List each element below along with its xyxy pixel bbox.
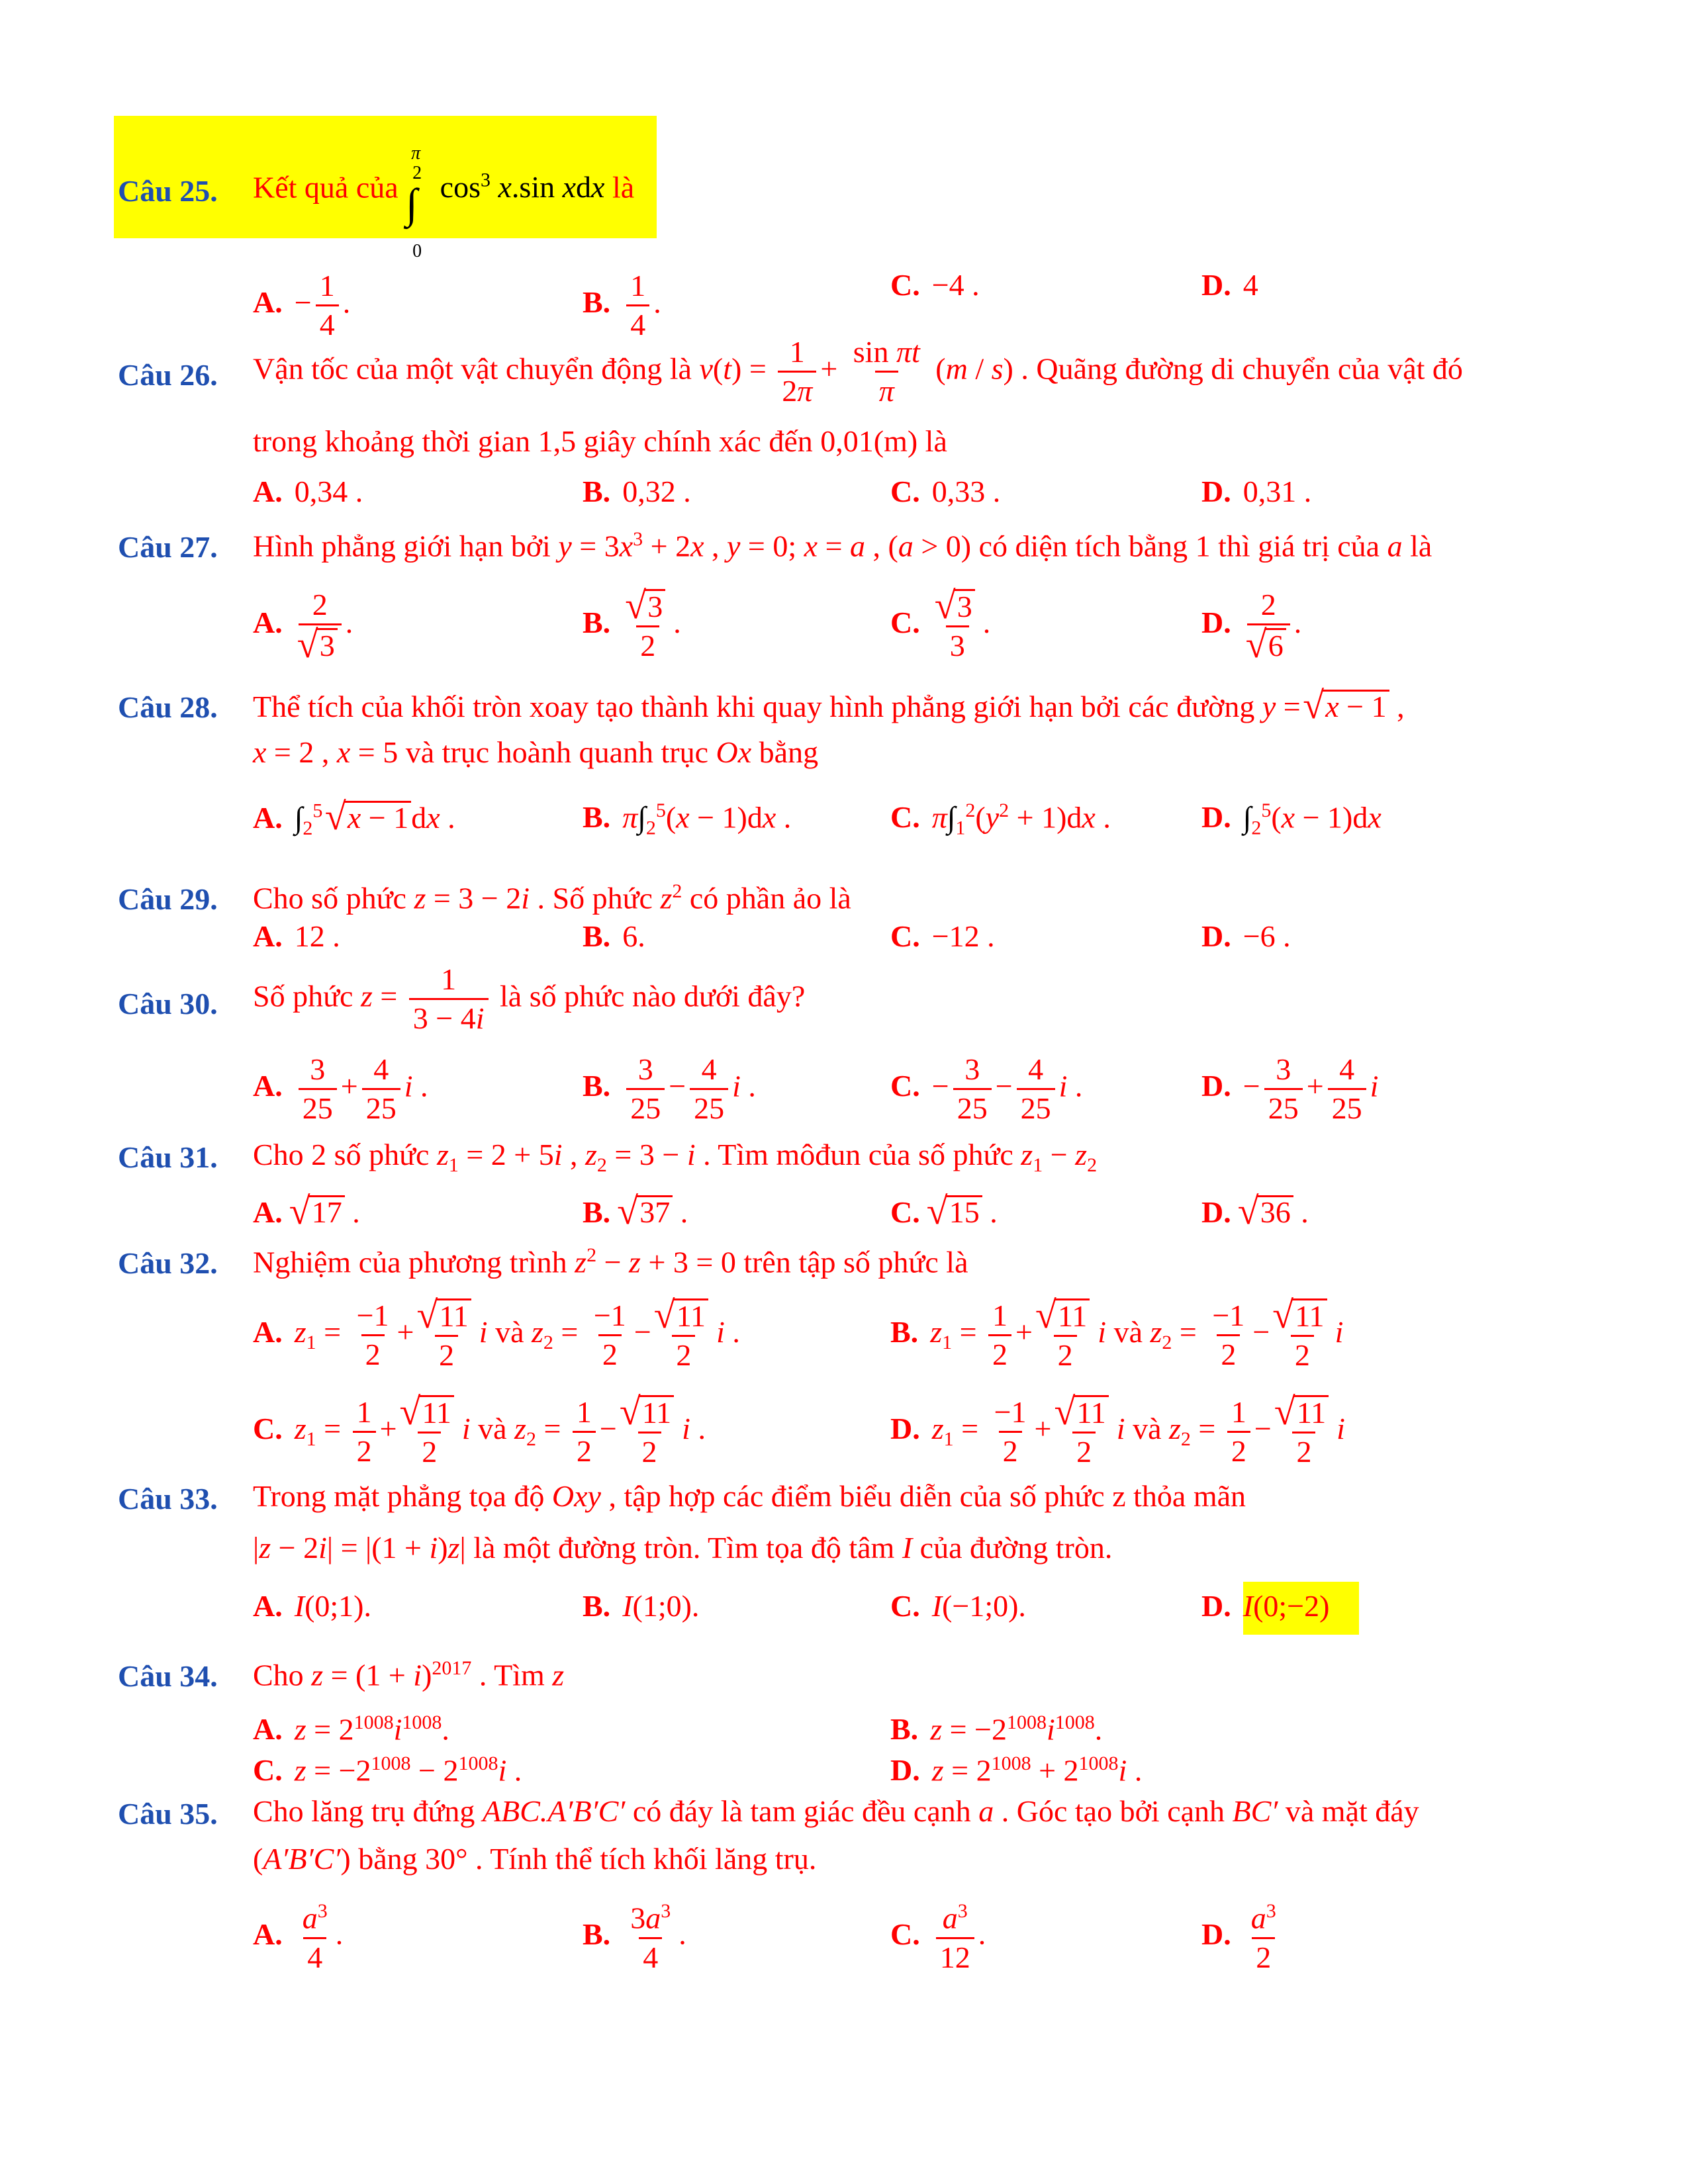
question-label: Câu 32. <box>118 1246 218 1280</box>
option-c[interactable]: C. $\pi\int_1^2(y^2 + 1)dx$ . <box>890 799 1111 839</box>
question-stem: Số phức z = $\frac{1}{3 - 4i}$ là số phức nào dưới đây? <box>253 962 806 1036</box>
option-c[interactable]: C. −4 . <box>890 268 980 302</box>
option-a[interactable]: A. − $\frac{1}{4}$ . <box>253 269 351 342</box>
question-stem-line2: x = 2 , x = 5 và trục hoành quanh trục Ox bằng <box>253 735 819 769</box>
option-b[interactable]: B. $z = -2^{1008}i^{1008}$. <box>890 1711 1103 1747</box>
option-c[interactable]: C. − $\frac{3}{25}$ − $\frac{4}{25}$ i . <box>890 1052 1083 1126</box>
option-b[interactable]: B. $\frac{3}{25}$ − $\frac{4}{25}$ i . <box>583 1052 756 1126</box>
option-d[interactable]: D. 2 √ 6 . <box>1201 589 1301 662</box>
option-d[interactable]: D.√ 36 . <box>1201 1195 1309 1228</box>
option-c[interactable]: C. I(−1;0). <box>890 1589 1026 1623</box>
option-a[interactable]: A. 12 . <box>253 919 340 953</box>
option-a[interactable]: A. I(0;1). <box>253 1589 371 1623</box>
option-d[interactable]: D. I(0;−2) <box>1201 1589 1330 1623</box>
option-a[interactable]: A. $z_1$ = $\frac{-1}{2}$ + √ $\frac{11}{2}$ i và $z_2$ = $\frac{-1}{2}$ − √ $\frac{11}{2}$ i . <box>253 1298 740 1372</box>
question-label: Câu 25. <box>118 174 218 208</box>
question-stem: Thể tích của khối tròn xoay tạo thành khi quay hình phẳng giới hạn bởi các đường y = √ x − 1 , <box>253 690 1405 722</box>
option-b[interactable]: B. 0,32 . <box>583 475 691 508</box>
option-d[interactable]: D. −6 . <box>1201 919 1291 953</box>
option-b[interactable]: B. √ $\frac{3}{2}$ . <box>583 589 681 662</box>
question-stem-line2: |z − 2i| = |(1 + i)z| là một đường tròn. Tìm tọa độ tâm I của đường tròn. <box>253 1531 1113 1565</box>
question-label: Câu 30. <box>118 987 218 1021</box>
option-c[interactable]: C. $z_1$ = $\frac{1}{2}$ + √ $\frac{11}{2}$ i và $z_2$ = $\frac{1}{2}$ − √ $\frac{11}{2}$ i . <box>253 1395 706 1469</box>
option-a[interactable]: A. $\frac{3}{25}$ + $\frac{4}{25}$ i . <box>253 1052 428 1126</box>
question-label: Câu 26. <box>118 358 218 392</box>
option-d[interactable]: D. $z = 2^{1008} + 2^{1008}i$ . <box>890 1752 1143 1788</box>
question-label: Câu 33. <box>118 1482 218 1516</box>
option-b[interactable]: B. $\frac{3a^3}{4}$ . <box>583 1900 686 1974</box>
option-c[interactable]: C. $\frac{a^3}{12}$ . <box>890 1900 986 1974</box>
question-stem: Cho 2 số phức $z_1 = 2 + 5i$ , $z_2 = 3 - i$ . Tìm môđun của số phức $z_1 - z_2$ <box>253 1138 1098 1177</box>
option-b[interactable]: B. $\pi\int_2^5(x - 1)dx$ . <box>583 799 792 839</box>
option-b[interactable]: B. 6. <box>583 919 645 953</box>
option-d[interactable]: D. 0,31 . <box>1201 475 1312 508</box>
question-label: Câu 27. <box>118 530 218 564</box>
question-stem: Hình phẳng giới hạn bởi $y = 3x^3 + 2x$ , y = 0; x = a , (a > 0) có diện tích bằng 1 thì giá trị của a là <box>253 528 1432 563</box>
option-d[interactable]: D. $z_1$ = $\frac{-1}{2}$ + √ $\frac{11}{2}$ i và $z_2$ = $\frac{1}{2}$ − √ $\frac{11}{2}$ i <box>890 1395 1345 1469</box>
option-d[interactable]: D. $\int_2^5(x - 1)dx$ <box>1201 799 1382 839</box>
option-a[interactable]: A.√ 17 . <box>253 1195 360 1228</box>
option-b[interactable]: B. $z_1$ = $\frac{1}{2}$ + √ $\frac{11}{2}$ i và $z_2$ = $\frac{-1}{2}$ − √ $\frac{11}{2}$ i <box>890 1298 1343 1372</box>
question-label: Câu 31. <box>118 1140 218 1174</box>
option-c[interactable]: C. 0,33 . <box>890 475 1001 508</box>
option-b[interactable]: B. $\frac{1}{4}$ . <box>583 269 661 342</box>
option-a[interactable]: A. 0,34 . <box>253 475 363 508</box>
option-d[interactable]: D. $\frac{a^3}{2}$ <box>1201 1900 1276 1974</box>
question-label: Câu 29. <box>118 882 218 916</box>
option-c[interactable]: C.√ 15 . <box>890 1195 998 1228</box>
question-stem: Trong mặt phẳng tọa độ Oxy , tập hợp các điểm biểu diễn của số phức z thỏa mãn <box>253 1479 1246 1513</box>
question-label: Câu 28. <box>118 690 218 724</box>
option-b[interactable]: B.√ 37 . <box>583 1195 688 1228</box>
option-a[interactable]: A. 2 √ 3 . <box>253 589 353 662</box>
option-c[interactable]: C. $z = -2^{1008} - 2^{1008}i$ . <box>253 1752 522 1788</box>
question-stem-line2: (A′B′C′) bằng 30° . Tính thể tích khối lăng trụ. <box>253 1842 817 1876</box>
option-c[interactable]: C. √ $\frac{3}{3}$ . <box>890 589 990 662</box>
option-d[interactable]: D. − $\frac{3}{25}$ + $\frac{4}{25}$ i <box>1201 1052 1379 1126</box>
option-d[interactable]: D. 4 <box>1201 268 1258 302</box>
question-stem: Vận tốc của một vật chuyển động là v(t) = $\frac{1}{2\pi}$ + $\frac{\text{sin πt}}{\pi}$ (m / s) . Quãng đường di chuyển của vật đó <box>253 335 1463 408</box>
question-label: Câu 35. <box>118 1797 218 1831</box>
question-stem: Cho số phức z = 3 − 2i . Số phức $z^2$ có phần ảo là <box>253 880 851 915</box>
question-stem: Nghiệm của phương trình $z^2 - z + 3 = 0$ trên tập số phức là <box>253 1244 968 1279</box>
question-stem: Cho $z = (1 + i)^{2017}$ . Tìm z <box>253 1657 565 1692</box>
option-a[interactable]: A. $\int_2^5$ √ x − 1dx . <box>253 801 455 839</box>
option-b[interactable]: B. I(1;0). <box>583 1589 700 1623</box>
question-stem-line2: trong khoảng thời gian 1,5 giây chính xác đến 0,01(m) là <box>253 424 947 458</box>
option-a[interactable]: A. $\frac{a^3}{4}$ . <box>253 1900 344 1974</box>
option-c[interactable]: C. −12 . <box>890 919 995 953</box>
question-stem: Kết quả của π 2 ∫ 0 $\cos^3 x.\sin$ xdx là <box>253 143 635 262</box>
option-a[interactable]: A. $z = 2^{1008}i^{1008}$. <box>253 1711 449 1747</box>
question-stem: Cho lăng trụ đứng ABC.A′B′C′ có đáy là tam giác đều cạnh a . Góc tạo bởi cạnh BC′ và mặt đáy <box>253 1794 1419 1828</box>
question-label: Câu 34. <box>118 1659 218 1693</box>
